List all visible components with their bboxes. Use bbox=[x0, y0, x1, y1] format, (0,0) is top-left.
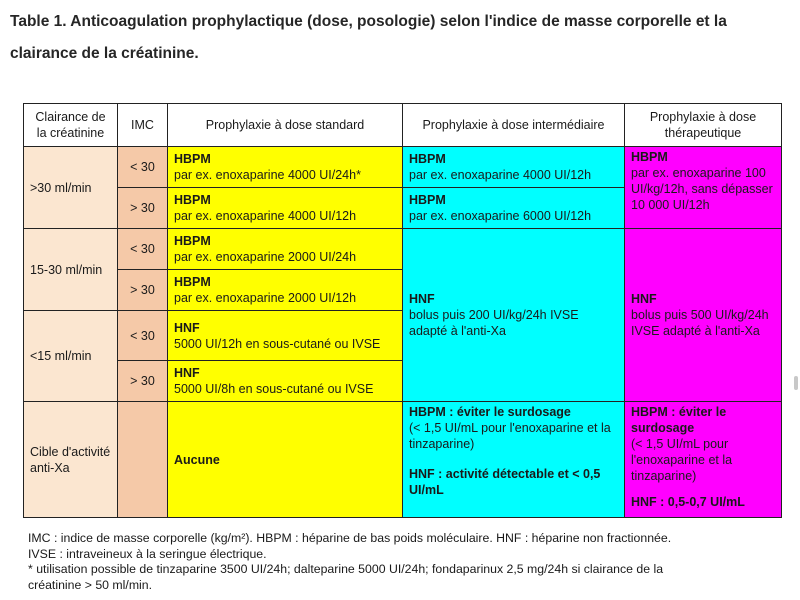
intermediaire-hnf-cell bbox=[403, 229, 625, 402]
header-therapeutique: Prophylaxie à dose thérapeutique bbox=[625, 104, 782, 147]
drug-class: HNF bbox=[631, 292, 657, 306]
imc-cell: < 30 bbox=[118, 229, 168, 270]
footnote-line: IVSE : intraveineux à la seringue électrique. bbox=[28, 546, 267, 561]
table-footnotes bbox=[28, 531, 788, 593]
dose-text: par ex. enoxaparine 2000 UI/24h bbox=[174, 250, 357, 264]
intermediaire-cell bbox=[403, 147, 625, 188]
imc-cell: > 30 bbox=[118, 270, 168, 311]
scrollbar-thumb[interactable] bbox=[794, 376, 798, 390]
footnote-line: IMC : indice de masse corporelle (kg/m²). HBPM : héparine de bas poids moléculaire. HNF : héparine non fractionnée. bbox=[28, 531, 672, 545]
dose-text: bolus puis 500 UI/kg/24h IVSE adapté à l'anti-Xa bbox=[631, 308, 769, 338]
target-text: (< 1,5 UI/mL pour l'enoxaparine et la tinzaparine) bbox=[409, 421, 611, 451]
footnote-line: créatinine > 50 ml/min. bbox=[28, 577, 153, 592]
target-text: (< 1,5 UI/mL pour l'enoxaparine et la tinzaparine) bbox=[631, 437, 733, 483]
dose-text: par ex. enoxaparine 6000 UI/12h bbox=[409, 209, 592, 223]
therapeutique-cible-cell bbox=[625, 402, 782, 518]
clairance-lt15: <15 ml/min bbox=[24, 311, 118, 402]
therapeutique-cell bbox=[625, 147, 782, 229]
imc-cell: > 30 bbox=[118, 188, 168, 229]
dose-text: 5000 UI/8h en sous-cutané ou IVSE bbox=[174, 382, 374, 396]
drug-class: HBPM bbox=[174, 275, 211, 289]
imc-cell: > 30 bbox=[118, 361, 168, 402]
table-row bbox=[24, 402, 782, 518]
standard-cible-cell: Aucune bbox=[168, 402, 403, 518]
standard-cell bbox=[168, 229, 403, 270]
anticoagulation-table bbox=[23, 103, 782, 518]
clairance-15-30: 15-30 ml/min bbox=[24, 229, 118, 311]
table-row bbox=[24, 229, 782, 270]
drug-class: HNF bbox=[409, 292, 435, 306]
target-title: HBPM : éviter le surdosage bbox=[631, 405, 727, 435]
header-imc: IMC bbox=[118, 104, 168, 147]
intermediaire-cible-cell bbox=[403, 402, 625, 518]
target-title: HBPM : éviter le surdosage bbox=[409, 405, 571, 419]
clairance-cible: Cible d'activité anti-Xa bbox=[24, 402, 118, 518]
drug-class: HBPM bbox=[409, 193, 446, 207]
imc-cell-empty bbox=[118, 402, 168, 518]
drug-class: HBPM bbox=[631, 150, 668, 164]
drug-class: HNF bbox=[174, 320, 200, 335]
dose-text: par ex. enoxaparine 100 UI/kg/12h, sans dépasser 10 000 UI/12h bbox=[631, 166, 773, 212]
standard-cell bbox=[168, 270, 403, 311]
table-row bbox=[24, 147, 782, 188]
header-intermediaire: Prophylaxie à dose intermédiaire bbox=[403, 104, 625, 147]
standard-cell bbox=[168, 147, 403, 188]
header-row bbox=[24, 104, 782, 147]
target-hnf: HNF : activité détectable et < 0,5 UI/mL bbox=[409, 467, 601, 497]
intermediaire-cell bbox=[403, 188, 625, 229]
dose-text: 5000 UI/12h en sous-cutané ou IVSE bbox=[174, 336, 381, 351]
header-clairance: Clairance de la créatinine bbox=[24, 104, 118, 147]
table-title: Table 1. Anticoagulation prophylactique (dose, posologie) selon l'indice de masse corporelle et la clairance de la créatinine. bbox=[10, 13, 727, 62]
dose-text: par ex. enoxaparine 2000 UI/12h bbox=[174, 291, 357, 305]
clairance-gt30: >30 ml/min bbox=[24, 147, 118, 229]
drug-class: HBPM bbox=[409, 152, 446, 166]
imc-cell: < 30 bbox=[118, 311, 168, 361]
dose-text: bolus puis 200 UI/kg/24h IVSE adapté à l'anti-Xa bbox=[409, 308, 579, 338]
drug-class: HNF bbox=[174, 366, 200, 380]
drug-class: HBPM bbox=[174, 193, 211, 207]
dose-text: par ex. enoxaparine 4000 UI/12h bbox=[409, 168, 592, 182]
drug-class: HBPM bbox=[174, 152, 211, 166]
imc-cell: < 30 bbox=[118, 147, 168, 188]
dose-text: par ex. enoxaparine 4000 UI/12h bbox=[174, 209, 357, 223]
standard-cell bbox=[168, 361, 403, 402]
target-hnf: HNF : 0,5-0,7 UI/mL bbox=[631, 495, 745, 509]
footnote-line: * utilisation possible de tinzaparine 3500 UI/24h; dalteparine 5000 UI/24h; fondaparinux 2,5 mg/24h si clairance de la bbox=[28, 562, 664, 576]
standard-cell bbox=[168, 311, 403, 361]
drug-class: HBPM bbox=[174, 234, 211, 248]
header-standard: Prophylaxie à dose standard bbox=[168, 104, 403, 147]
therapeutique-hnf-cell bbox=[625, 229, 782, 402]
dose-text: par ex. enoxaparine 4000 UI/24h* bbox=[174, 168, 361, 182]
standard-cell bbox=[168, 188, 403, 229]
